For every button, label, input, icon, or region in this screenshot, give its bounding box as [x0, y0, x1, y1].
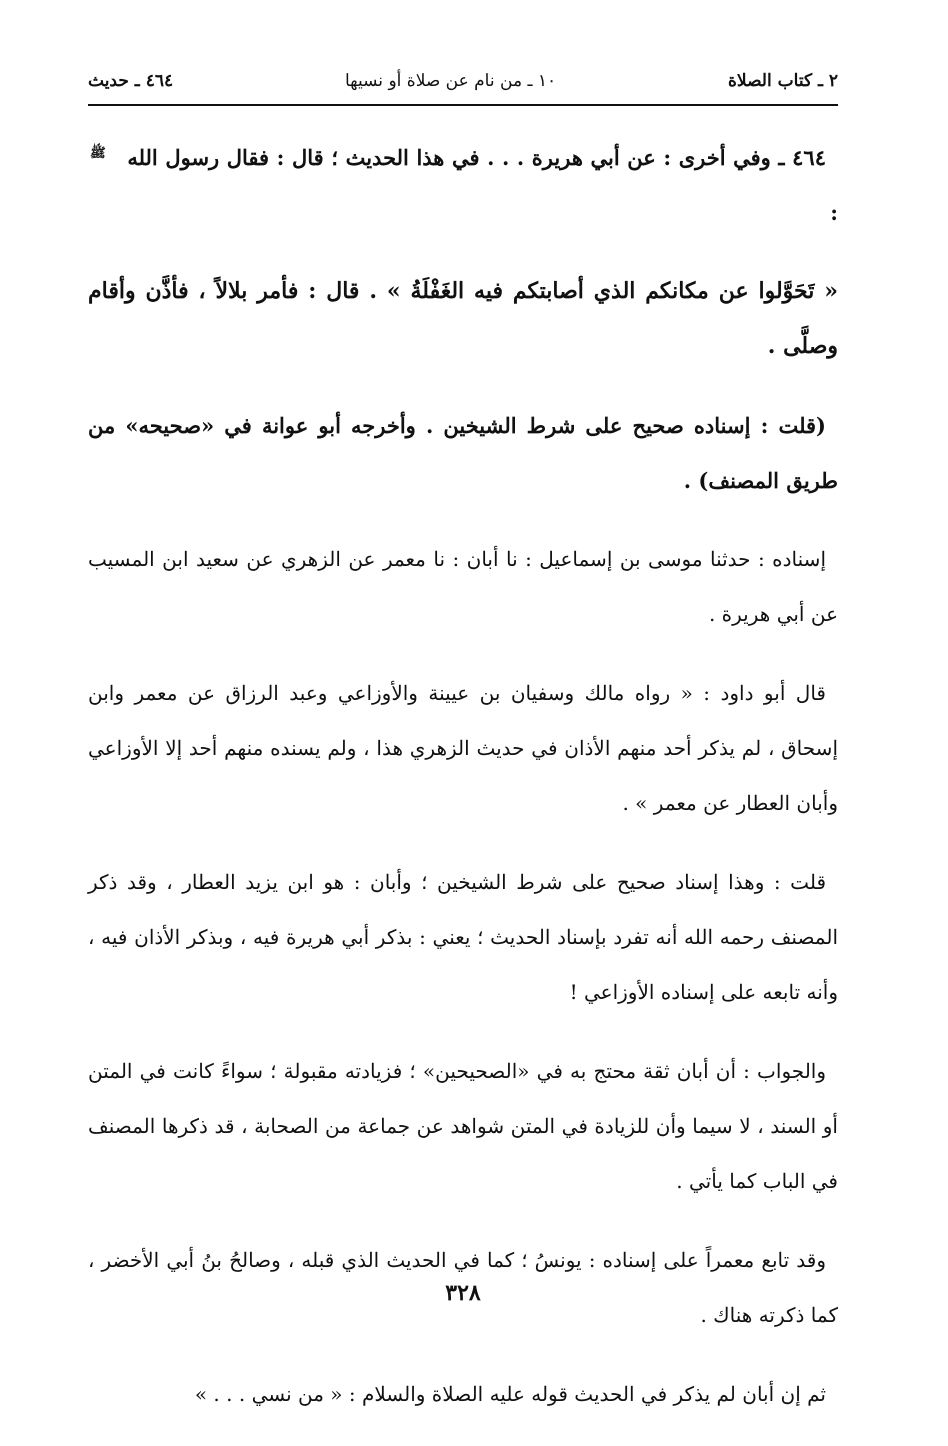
commentary-paragraph: قلت : وهذا إسناد صحيح على شرط الشيخين ؛ وأبان : هو ابن يزيد العطار ، وقد ذكر المصنف رحمه الله أنه تفرد بإسناد الحديث ؛ يعني : بذكر أبي هريرة فيه ، وبذكر الأذان فيه ، وأنه تابعه على إسناده الأوزاعي ! [88, 870, 838, 1004]
isnad-paragraph: إسناده : حدثنا موسى بن إسماعيل : نا أبان : نا معمر عن الزهري عن سعيد ابن المسيب عن أبي هريرة . [88, 547, 838, 626]
final-paragraph: ثم إن أبان لم يذكر في الحديث قوله عليه الصلاة والسلام : « من نسي . . . » [194, 1382, 826, 1406]
book-page [88, 0, 838, 1406]
verdict-paragraph: (قلت : إسناده صحيح على شرط الشيخين . وأخرجه أبو عوانة في «صحيحه» من طريق المصنف) . [88, 413, 838, 493]
header-hadith-number: ٤٦٤ ـ حديث [88, 71, 174, 91]
hadith-intro [88, 126, 838, 240]
hadith-matn: « تَحَوَّلوا عن مكانكم الذي أصابتكم فيه الغَفْلَةُ » . قال : فأمر بلالاً ، فأذَّن وأقام وصلَّى . [88, 278, 838, 359]
running-header [88, 66, 838, 96]
honorific-seal: ﷺ [90, 146, 106, 161]
page-body [88, 126, 838, 1446]
header-section: ١٠ ـ من نام عن صلاة أو نسيها [345, 71, 557, 91]
abu-dawud-paragraph: قال أبو داود : « رواه مالك وسفيان بن عيينة والأوزاعي وعبد الرزاق عن معمر وابن إسحاق ، لم يذكر أحد منهم الأذان في حديث الزهري هذا ، ولم يسنده منهم أحد إلا الأوزاعي وأبان العطار عن معمر » . [88, 681, 838, 815]
corroboration-paragraph: وقد تابع معمراً على إسناده : يونسُ ؛ كما في الحديث الذي قبله ، وصالحُ بنُ أبي الأخضر ، كما ذكرته هناك . [88, 1248, 838, 1327]
header-chapter: ٢ ـ كتاب الصلاة [728, 71, 838, 91]
hadith-intro-text: ٤٦٤ ـ وفي أخرى : عن أبي هريرة . . . في هذا الحديث ؛ قال : فقال رسول الله [127, 145, 826, 170]
header-rule [88, 104, 838, 106]
page-number: ٣٢٨ [445, 1280, 481, 1306]
answer-paragraph: والجواب : أن أبان ثقة محتج به في «الصحيحين» ؛ فزيادته مقبولة ؛ سواءً كانت في المتن أو السند ، لا سيما وأن للزيادة في المتن شواهد عن جماعة من الصحابة ، قد ذكرها المصنف في الباب كما يأتي . [88, 1059, 838, 1193]
hadith-intro-end: : [830, 200, 838, 225]
